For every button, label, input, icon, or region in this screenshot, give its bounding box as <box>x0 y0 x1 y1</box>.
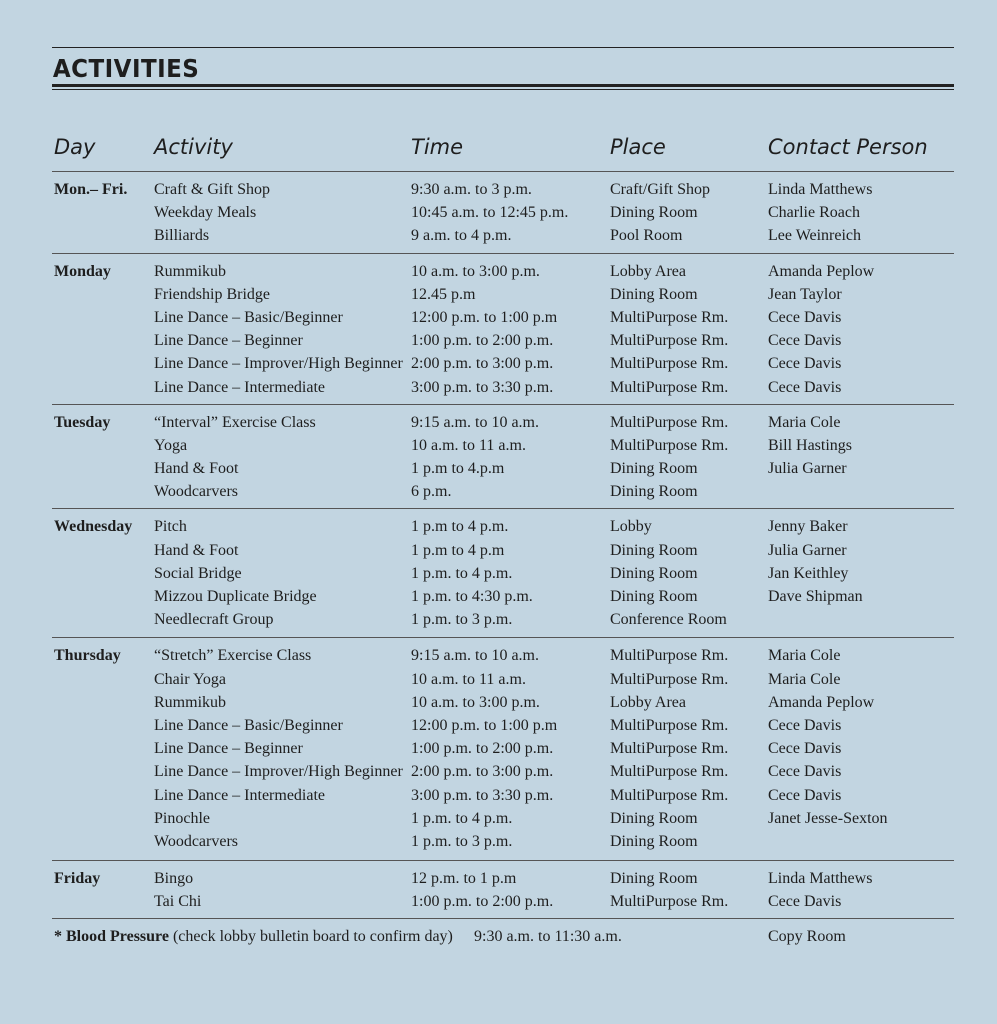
time-cell: 1 p.m to 4 p.m <box>411 541 505 559</box>
table-row <box>52 644 954 667</box>
activity-cell: Line Dance – Beginner <box>154 332 303 350</box>
table-row <box>52 830 954 853</box>
footer-time: 9:30 a.m. to 11:30 a.m. <box>474 928 622 946</box>
activity-cell: Rummikub <box>154 693 227 711</box>
time-cell: 2:00 p.m. to 3:00 p.m. <box>411 355 554 373</box>
activity-cell: Line Dance – Improver/High Beginner <box>154 355 403 373</box>
activity-cell: Needlecraft Group <box>154 611 274 629</box>
header-place: Place <box>610 135 666 159</box>
contact-cell: Charlie Roach <box>768 204 860 222</box>
activity-cell: Rummikub <box>154 262 227 280</box>
table-row <box>52 283 954 306</box>
contact-cell: Cece Davis <box>768 740 842 758</box>
day-label: Wednesday <box>54 518 133 536</box>
time-cell: 3:00 p.m. to 3:30 p.m. <box>411 786 554 804</box>
place-cell: MultiPurpose Rm. <box>610 332 729 350</box>
day-label: Monday <box>54 262 111 280</box>
contact-cell: Cece Davis <box>768 332 842 350</box>
table-row <box>52 201 954 224</box>
place-cell: Dining Room <box>610 588 698 605</box>
place-cell: Dining Room <box>610 832 698 850</box>
place-cell: MultiPurpose Rm. <box>610 308 729 326</box>
contact-cell: Lee Weinreich <box>768 227 862 245</box>
time-cell: 1:00 p.m. to 2:00 p.m. <box>411 893 554 911</box>
time-cell: 1 p.m. to 4:30 p.m. <box>411 588 533 605</box>
table-row <box>52 867 954 890</box>
day-label: Thursday <box>54 647 121 665</box>
day-label: Friday <box>54 870 101 888</box>
contact-cell: Cece Davis <box>768 355 842 373</box>
place-cell: Pool Room <box>610 227 683 245</box>
contact-cell: Jean Taylor <box>768 285 842 303</box>
contact-cell: Amanda Peplow <box>768 693 875 711</box>
day-group <box>52 254 954 404</box>
header-activity: Activity <box>154 135 233 159</box>
contact-cell: Linda Matthews <box>768 870 873 888</box>
place-cell: MultiPurpose Rm. <box>610 355 729 373</box>
activity-cell: Line Dance – Improver/High Beginner <box>154 763 403 781</box>
time-cell: 1 p.m. to 3 p.m. <box>411 832 513 850</box>
day-group <box>52 861 954 918</box>
contact-cell: Julia Garner <box>768 460 847 478</box>
time-cell: 10 a.m. to 3:00 p.m. <box>411 693 540 711</box>
contact-cell: Cece Davis <box>768 716 842 734</box>
time-cell: 10 a.m. to 11 a.m. <box>411 670 526 688</box>
table-row <box>52 562 954 585</box>
time-cell: 12:00 p.m. to 1:00 p.m <box>411 308 558 326</box>
activity-cell: Pinochle <box>154 809 210 827</box>
place-cell: MultiPurpose Rm. <box>610 413 729 431</box>
time-cell: 1 p.m to 4.p.m <box>411 460 505 478</box>
activity-cell: Friendship Bridge <box>154 285 270 303</box>
place-cell: Conference Room <box>610 611 727 629</box>
table-row <box>52 376 954 399</box>
activity-cell: Hand & Foot <box>154 541 239 559</box>
contact-cell: Jenny Baker <box>768 518 848 536</box>
table-row <box>52 691 954 714</box>
time-cell: 3:00 p.m. to 3:30 p.m. <box>411 378 554 396</box>
table-row <box>52 224 954 247</box>
time-cell: 9:30 a.m. to 3 p.m. <box>411 181 532 198</box>
time-cell: 1 p.m. to 3 p.m. <box>411 611 513 629</box>
table-row <box>52 760 954 783</box>
table-row <box>52 585 954 608</box>
footer-place: Copy Room <box>768 928 846 946</box>
time-cell: 9:15 a.m. to 10 a.m. <box>411 647 539 665</box>
header-day: Day <box>54 135 96 159</box>
activity-cell: Craft & Gift Shop <box>154 181 270 198</box>
activity-cell: Line Dance – Beginner <box>154 740 303 758</box>
table-row <box>52 714 954 737</box>
contact-cell: Amanda Peplow <box>768 262 875 280</box>
activity-cell: “Stretch” Exercise Class <box>154 647 312 665</box>
table-row <box>52 434 954 457</box>
place-cell: Dining Room <box>610 204 698 222</box>
activity-cell: “Interval” Exercise Class <box>154 413 316 431</box>
time-cell: 12:00 p.m. to 1:00 p.m <box>411 716 558 734</box>
place-cell: Lobby Area <box>610 693 686 711</box>
time-cell: 12 p.m. to 1 p.m <box>411 870 517 888</box>
time-cell: 10:45 a.m. to 12:45 p.m. <box>411 204 569 222</box>
contact-cell: Julia Garner <box>768 541 847 559</box>
activities-page <box>52 47 954 955</box>
table-row <box>52 515 954 538</box>
place-cell: Dining Room <box>610 809 698 827</box>
contact-cell: Cece Davis <box>768 893 842 911</box>
blood-pressure-note <box>52 919 954 955</box>
day-group <box>52 638 954 860</box>
time-cell: 6 p.m. <box>411 483 452 501</box>
table-row <box>52 329 954 352</box>
table-row <box>52 411 954 434</box>
table-row <box>52 352 954 375</box>
contact-cell: Cece Davis <box>768 786 842 804</box>
table-row <box>52 306 954 329</box>
place-cell: MultiPurpose Rm. <box>610 378 729 396</box>
header-contact: Contact Person <box>768 135 928 159</box>
contact-cell: Dave Shipman <box>768 588 863 605</box>
activity-cell: Bingo <box>154 870 194 888</box>
activity-cell: Line Dance – Intermediate <box>154 378 326 396</box>
activity-cell: Pitch <box>154 518 187 536</box>
activity-cell: Chair Yoga <box>154 670 227 688</box>
time-cell: 1:00 p.m. to 2:00 p.m. <box>411 332 554 350</box>
place-cell: Dining Room <box>610 870 698 888</box>
day-label: Tuesday <box>54 413 111 431</box>
activity-cell: Hand & Foot <box>154 460 239 478</box>
table-row <box>52 178 954 201</box>
time-cell: 1 p.m. to 4 p.m. <box>411 564 513 582</box>
place-cell: Lobby Area <box>610 262 686 280</box>
activity-cell: Line Dance – Basic/Beginner <box>154 308 343 326</box>
table-row <box>52 480 954 503</box>
place-cell: MultiPurpose Rm. <box>610 893 729 911</box>
place-cell: Dining Room <box>610 541 698 559</box>
time-cell: 12.45 p.m <box>411 285 476 303</box>
activity-cell: Line Dance – Intermediate <box>154 786 326 804</box>
table-row <box>52 608 954 631</box>
time-cell: 10 a.m. to 3:00 p.m. <box>411 262 540 280</box>
time-cell: 9 a.m. to 4 p.m. <box>411 227 512 245</box>
place-cell: Lobby <box>610 518 652 536</box>
contact-cell: Janet Jesse-Sexton <box>768 809 888 827</box>
table-row <box>52 890 954 913</box>
place-cell: Craft/Gift Shop <box>610 181 710 198</box>
contact-cell: Jan Keithley <box>768 564 849 582</box>
table-header <box>52 135 954 171</box>
activity-cell: Weekday Meals <box>154 204 257 222</box>
place-cell: MultiPurpose Rm. <box>610 786 729 804</box>
table-row <box>52 539 954 562</box>
place-cell: MultiPurpose Rm. <box>610 436 729 454</box>
footer-note: (check lobby bulletin board to confirm day) <box>172 928 453 946</box>
contact-cell: Maria Cole <box>768 670 841 688</box>
contact-cell: Bill Hastings <box>768 436 853 454</box>
table-row <box>52 807 954 830</box>
day-group <box>52 172 954 253</box>
time-cell: 10 a.m. to 11 a.m. <box>411 436 526 454</box>
contact-cell: Maria Cole <box>768 647 841 665</box>
schedule-table <box>52 172 954 919</box>
footer-label: * Blood Pressure <box>54 928 169 946</box>
contact-cell: Cece Davis <box>768 378 842 396</box>
table-row <box>52 737 954 760</box>
title-rule-thick <box>52 84 954 87</box>
place-cell: MultiPurpose Rm. <box>610 740 729 758</box>
place-cell: Dining Room <box>610 285 698 303</box>
header-time: Time <box>411 135 464 159</box>
place-cell: MultiPurpose Rm. <box>610 670 729 688</box>
activity-cell: Woodcarvers <box>154 832 239 850</box>
page-title: ACTIVITIES <box>52 54 200 83</box>
table-row <box>52 457 954 480</box>
place-cell: MultiPurpose Rm. <box>610 647 729 665</box>
title-rule-thin <box>52 89 954 90</box>
place-cell: Dining Room <box>610 460 698 478</box>
activity-cell: Tai Chi <box>154 893 202 911</box>
time-cell: 1 p.m to 4 p.m. <box>411 518 509 536</box>
activity-cell: Mizzou Duplicate Bridge <box>154 588 317 605</box>
activity-cell: Woodcarvers <box>154 483 239 501</box>
time-cell: 1:00 p.m. to 2:00 p.m. <box>411 740 554 758</box>
activity-cell: Billiards <box>154 227 210 245</box>
contact-cell: Cece Davis <box>768 763 842 781</box>
day-group <box>52 405 954 509</box>
place-cell: MultiPurpose Rm. <box>610 763 729 781</box>
activity-cell: Yoga <box>154 436 188 454</box>
day-group <box>52 509 954 637</box>
place-cell: MultiPurpose Rm. <box>610 716 729 734</box>
place-cell: Dining Room <box>610 564 698 582</box>
table-row <box>52 668 954 691</box>
activity-cell: Social Bridge <box>154 564 242 582</box>
contact-cell: Maria Cole <box>768 413 841 431</box>
day-label: Mon.– Fri. <box>54 181 128 198</box>
table-row <box>52 784 954 807</box>
time-cell: 1 p.m. to 4 p.m. <box>411 809 513 827</box>
contact-cell: Linda Matthews <box>768 181 873 198</box>
time-cell: 9:15 a.m. to 10 a.m. <box>411 413 539 431</box>
table-row <box>52 260 954 283</box>
contact-cell: Cece Davis <box>768 308 842 326</box>
place-cell: Dining Room <box>610 483 698 501</box>
time-cell: 2:00 p.m. to 3:00 p.m. <box>411 763 554 781</box>
activity-cell: Line Dance – Basic/Beginner <box>154 716 343 734</box>
